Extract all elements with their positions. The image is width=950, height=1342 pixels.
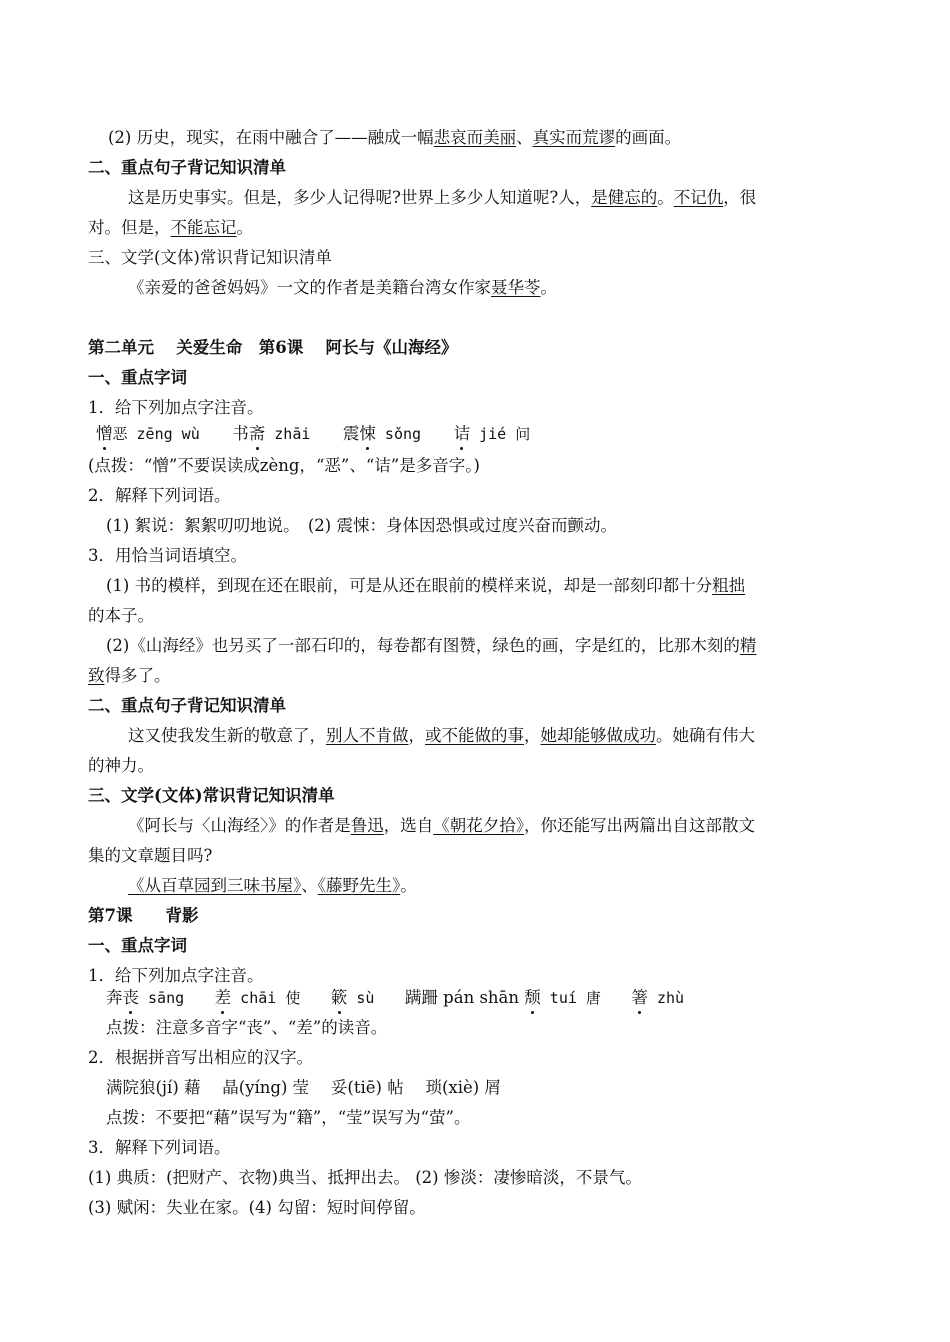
underlined-answer: 别人不肯做: [326, 726, 409, 745]
question: 1．给下列加点字注音。: [88, 398, 264, 417]
pinyin: zhāi: [265, 425, 311, 443]
text: 得多了。: [104, 666, 171, 685]
underlined-answer: 不能忘记: [170, 218, 237, 237]
paragraph-line: [128, 188, 868, 208]
answer-line: [88, 666, 868, 686]
paragraph-line: [128, 726, 868, 746]
pinyin-line: [106, 988, 886, 1008]
underlined-answer: 鲁迅: [350, 816, 384, 835]
question: 3．用恰当词语填空。: [88, 546, 247, 565]
pinyin: sāng: [139, 989, 185, 1007]
text: 《亲爱的爸爸妈妈》一文的作者是美籍台湾女作家: [128, 278, 491, 297]
answer-line: [108, 128, 888, 148]
text: ，: [524, 726, 541, 745]
text: 、: [516, 128, 533, 147]
text: ，: [408, 726, 425, 745]
pinyin-item: 震悚 sǒng: [342, 424, 422, 443]
text: 《阿长与〈山海经〉》的作者是: [128, 816, 351, 835]
dotted-char: 丧: [122, 988, 139, 1007]
pinyin: sǒng: [375, 425, 422, 443]
underlined-answer: 精: [739, 636, 757, 655]
underlined-answer: 《藤野先生》: [317, 876, 401, 895]
answer-line: (1) 典质：(把财产、衣物)典当、抵押出去。 (2) 惨淡：凄惨暗淡，不景气。: [88, 1168, 642, 1187]
underlined-answer: 聂华苓: [491, 278, 541, 297]
text: 。: [657, 188, 674, 207]
answer-line: [128, 876, 908, 896]
pinyin-item: [331, 988, 375, 1007]
underlined-answer: 不记仇: [673, 188, 724, 207]
section-heading: 二、重点句子背记知识清单: [88, 696, 286, 715]
underlined-answer: 悲哀而美丽: [433, 128, 517, 147]
text: ，很: [723, 188, 757, 207]
tip: 点拨：注意多音字“丧”、“差”的读音。: [106, 1018, 388, 1037]
question: 2．解释下列词语。: [88, 486, 231, 505]
pinyin-line: [96, 424, 876, 444]
dotted-char: 斋: [248, 424, 266, 443]
section-heading: 三、文学(文体)常识背记知识清单: [88, 248, 332, 267]
text: 。她确有伟大: [656, 726, 755, 745]
underlined-answer: 或不能做的事: [425, 726, 524, 745]
answer-line: [106, 576, 866, 596]
question: 3．解释下列词语。: [88, 1138, 231, 1157]
section-heading: 一、重点字词: [88, 368, 187, 387]
tip: 点拨：不要把“藉”误写为“籍”，“莹”误写为“萤”。: [106, 1108, 471, 1127]
pinyin: sù: [347, 989, 375, 1007]
dotted-char: 憎: [96, 424, 113, 443]
text: (2) 历史，现实，在雨中融合了——融成一幅: [108, 128, 434, 147]
text: ，你还能写出两篇出自这部散文: [524, 816, 755, 835]
paragraph-line: 集的文章题目吗?: [88, 846, 213, 865]
dotted-char: 簌: [330, 988, 348, 1007]
underlined-answer: 致: [88, 666, 105, 685]
dotted-char: 箸: [631, 988, 648, 1007]
text: 对。但是，: [88, 218, 171, 237]
text: 。: [540, 278, 557, 297]
pinyin-item: 蹒跚 pán shān 颓 tuí 唐: [404, 988, 601, 1007]
text: (2)《山海经》也另买了一部石印的，每卷都有图赞，绿色的画，字是红的，比那木刻的: [106, 636, 740, 655]
dotted-char: 悚: [359, 424, 376, 443]
text: ，选自: [383, 816, 434, 835]
pinyin: jié 问: [470, 425, 531, 443]
dotted-char: 颓: [524, 988, 541, 1007]
pinyin: chāi 使: [231, 989, 301, 1007]
lesson-title: 第二单元 关爱生命 第6课 阿长与《山海经》: [88, 338, 458, 357]
question: 2．根据拼音写出相应的汉字。: [88, 1048, 313, 1067]
paragraph-line: [128, 816, 868, 836]
underlined-answer: 《从百草园到三味书屋》: [128, 876, 302, 895]
text: 这是历史事实。但是，多少人记得呢?世界上多少人知道呢?人，: [128, 188, 592, 207]
text: 这又使我发生新的敬意了，: [128, 726, 326, 745]
pinyin-item: [454, 424, 531, 443]
dotted-char: 差: [214, 988, 232, 1007]
pinyin: tuí 唐: [540, 989, 601, 1007]
lesson-title: 第7课 背影: [88, 906, 199, 925]
tip: (点拨：“憎”不要误读成zèng，“恶”、“诘”是多音字。): [88, 456, 480, 475]
pinyin: 恶 zēng wù: [112, 425, 200, 443]
text: 的画面。: [615, 128, 682, 147]
underlined-answer: 是健忘的: [591, 188, 658, 207]
text: (1) 书的模样，到现在还在眼前，可是从还在眼前的模样来说，却是一部刻印都十分: [106, 576, 713, 595]
answer-line: (1) 絮说：絮絮叨叨地说。 (2) 震悚：身体因恐惧或过度兴奋而颤动。: [106, 516, 617, 535]
paragraph-line: [88, 218, 868, 238]
section-heading: 二、重点句子背记知识清单: [88, 158, 286, 177]
answer-line: 的本子。: [88, 606, 154, 625]
question: 1．给下列加点字注音。: [88, 966, 264, 985]
answer-line: [106, 636, 866, 656]
pinyin-item: 奔丧 sāng: [106, 988, 185, 1007]
pinyin-item: [631, 988, 684, 1007]
underlined-answer: 《朝花夕拾》: [433, 816, 524, 835]
pinyin: zhù: [647, 989, 685, 1007]
text: 、: [301, 876, 318, 895]
pinyin-item: [96, 424, 200, 443]
dotted-char: 诘: [453, 424, 471, 443]
paragraph-line: [128, 278, 908, 298]
text: 。: [236, 218, 253, 237]
section-heading: 三、文学(文体)常识背记知识清单: [88, 786, 335, 805]
answer-line: 满院狼(jí) 藉 晶(yíng) 莹 妥(tiē) 帖 琐(xiè) 屑: [106, 1078, 501, 1097]
answer-line: (3) 赋闲：失业在家。(4) 勾留：短时间停留。: [88, 1198, 426, 1217]
underlined-answer: 粗拙: [712, 576, 746, 595]
underlined-answer: 她却能够做成功: [540, 726, 656, 745]
paragraph-line: 的神力。: [88, 756, 154, 775]
text: 。: [400, 876, 417, 895]
section-heading: 一、重点字词: [88, 936, 187, 955]
underlined-answer: 真实而荒谬: [532, 128, 616, 147]
pinyin-item: 书斋 zhāi: [232, 424, 311, 443]
pinyin-item: [215, 988, 301, 1007]
